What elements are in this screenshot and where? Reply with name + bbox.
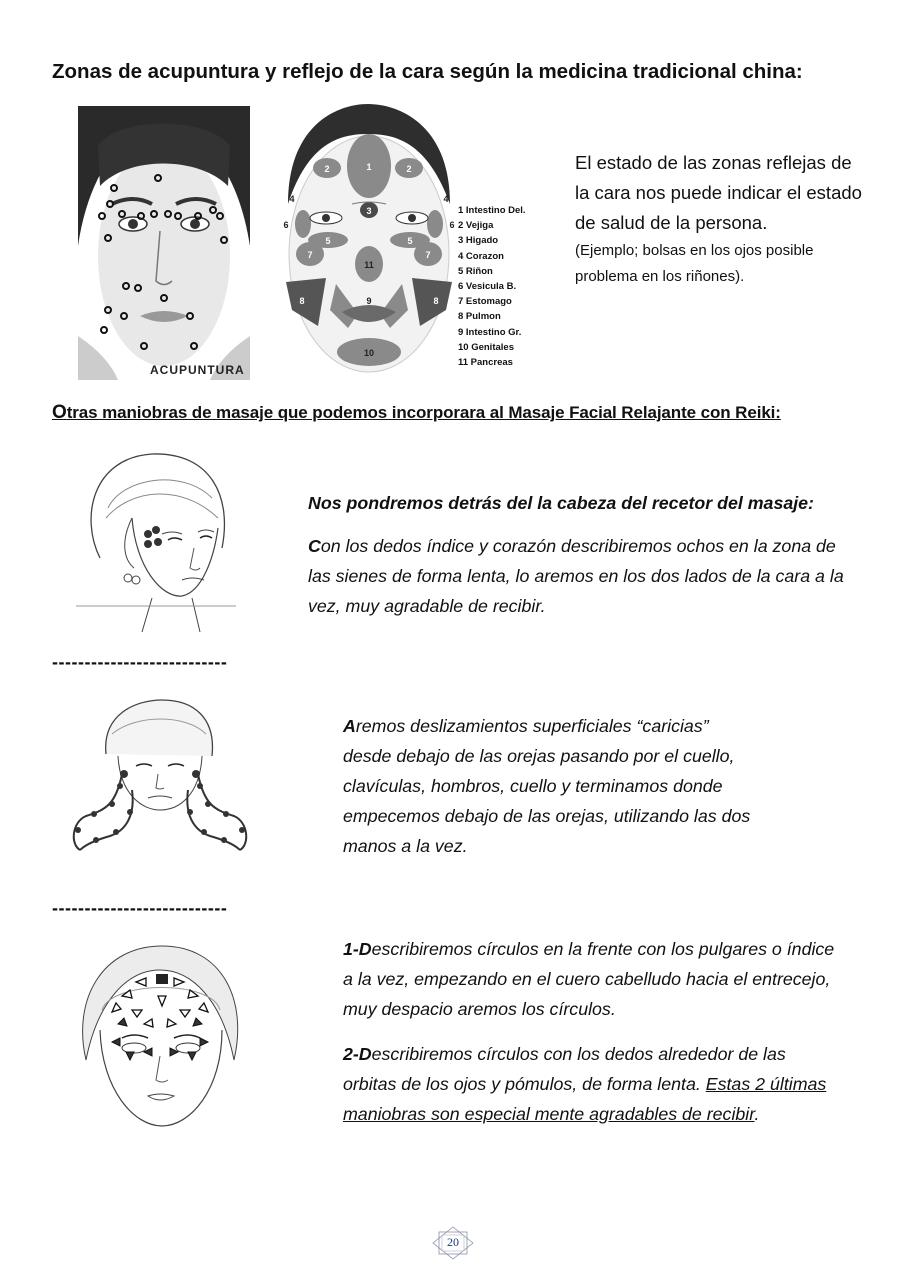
reflex-zones-face-image [278,104,458,374]
section-subheading [52,402,781,424]
intro-text: El estado de las zonas reflejas de la cara nos puede indicar el estado de salud de la persona. [575,152,862,233]
legend-item: 2 Vejiga [458,220,494,232]
zone-number: 3 [366,206,372,216]
zone-number: 5 [325,236,331,246]
page-number: 20 [447,1235,459,1249]
subheading-initial: O [52,402,67,423]
separator: --------------------------- [52,898,228,918]
zone-number: 7 [425,250,431,260]
section1-lead: C [308,536,321,556]
legend-item: 10 Genitales [458,341,514,353]
step2-end: . [754,1104,760,1124]
reflex-zones-legend [458,203,526,370]
step2-underlined: Estas 2 últimas maniobras son especial mente agradables de recibir [343,1074,827,1124]
legend-item: 4 Corazon [458,250,504,262]
zone-number: 2 [406,164,412,174]
section3-step2 [343,1039,843,1129]
zone-number: 4 [443,194,449,204]
intro-note: (Ejemplo; bolsas en los ojos posible problema en los riñones). [575,242,814,285]
subheading-text: tras maniobras de masaje que podemos incorporara al Masaje Facial Relajante con Reiki: [66,403,781,422]
step1-body: escribiremos círculos en la frente con los pulgares o índice a la vez, empezando en el cuero cabelludo hacia el entrecejo, muy despacio aremos los círculos. [343,939,835,1019]
neck-massage-illustration [66,694,252,858]
section3-step1 [343,934,843,1024]
section1-body: on los dedos índice y corazón describiremos ochos en la zona de las sienes de forma lenta, lo aremos en los dos lados de la cara a la vez, muy agradable de recibir. [308,536,844,616]
zone-number: 6 [449,220,455,230]
page-heading: Zonas de acupuntura y reflejo de la cara según la medicina tradicional china: [52,60,803,83]
legend-item: 3 Higado [458,235,499,247]
zone-number: 10 [363,348,375,358]
step2-body: escribiremos círculos con los dedos alrededor de las orbitas de los ojos y pómulos, de forma lenta. [343,1044,786,1094]
zone-number: 9 [366,296,372,306]
acupuncture-face-image [78,106,250,380]
zone-number: 2 [324,164,330,174]
zone-number: 8 [299,296,305,306]
legend-item: 6 Vesicula B. [458,281,517,293]
zone-number: 1 [366,162,372,172]
legend-item: 11 Pancreas [458,357,513,369]
section1-paragraph [308,531,858,621]
zone-number: 5 [407,236,413,246]
acupuncture-caption: Acupuntura [150,363,245,377]
zone-number: 4 [289,194,295,204]
step2-lead: 2-D [343,1044,372,1064]
legend-item: 7 Estomago [458,296,512,308]
zone-number: 7 [307,250,313,260]
legend-item: 8 Pulmon [458,311,501,323]
temple-massage-illustration [72,448,240,632]
legend-item: 9 Intestino Gr. [458,326,522,338]
zone-number: 8 [433,296,439,306]
forehead-circles-illustration [72,940,248,1130]
section1-title: Nos pondremos detrás del la cabeza del recetor del masaje: [308,493,814,513]
zone-number: 6 [283,220,289,230]
legend-item: 5 Riñon [458,265,493,277]
zone-number: 11 [364,260,374,270]
section2-body: remos deslizamientos superficiales “caricias” desde debajo de las orejas pasando por el cuello, clavículas, hombros, cuello y terminamos donde empecemos debajo de las orejas, utilizando las dos manos a la vez. [343,716,751,856]
separator: --------------------------- [52,652,228,672]
legend-item: 1 Intestino Del. [458,205,526,216]
step1-lead: 1-D [343,939,372,959]
section2-paragraph [343,711,753,861]
section2-lead: A [343,716,356,736]
